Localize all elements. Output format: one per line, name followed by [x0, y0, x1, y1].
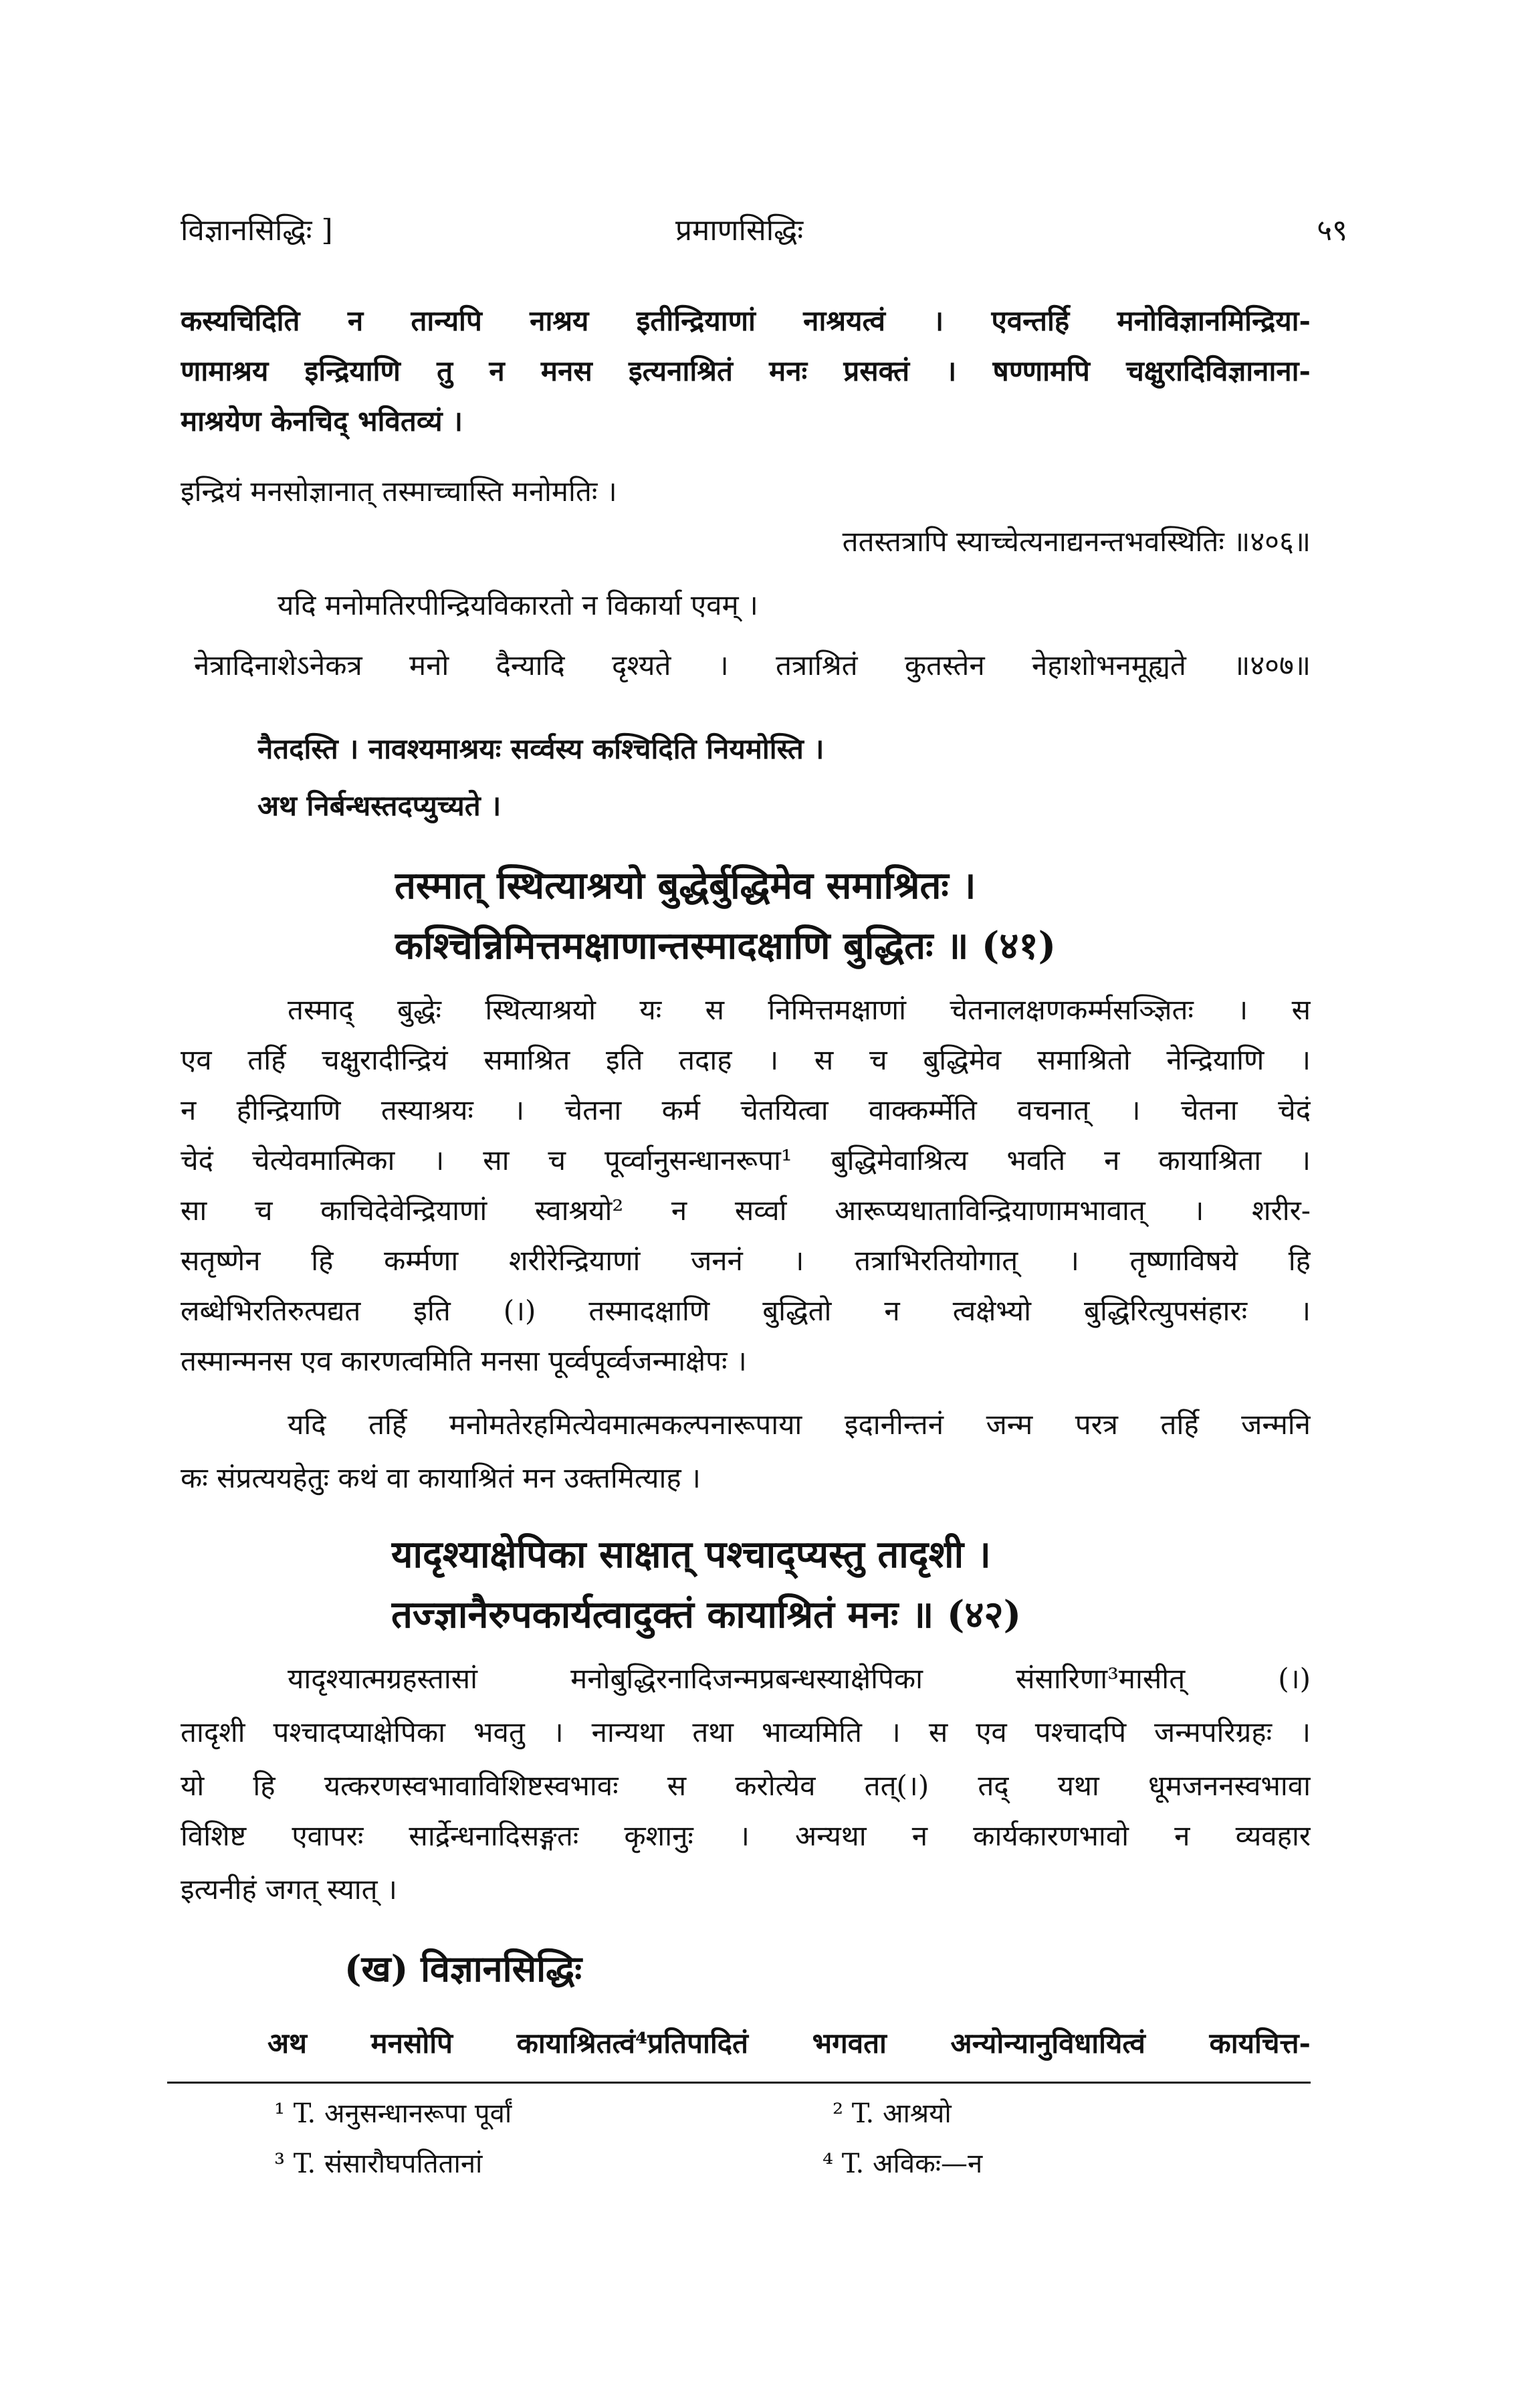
paragraph-line: एव तर्हि चक्षुरादीन्द्रियं समाश्रित इति तदाह । स च बुद्धिमेव समाश्रितो नेन्द्रियाणि । [181, 1043, 1311, 1076]
paragraph-line: णामाश्रय इन्द्रियाणि तु न मनस इत्यनाश्रितं मनः प्रसक्तं । षण्णामपि चक्षुरादिविज्ञानाना- [181, 355, 1311, 387]
paragraph-line: अथ मनसोपि कायाश्रितत्वं⁴प्रतिपादितं भगवता अन्योन्यानुविधायित्वं कायचित्त- [267, 2027, 1311, 2060]
paragraph-line: कस्यचिदिति न तान्यपि नाश्रय इतीन्द्रियाणां नाश्रयत्वं । एवन्तर्हि मनोविज्ञानमिन्द्रिया- [181, 304, 1311, 337]
verse-line: ततस्तत्रापि स्याच्चेत्यनाद्यनन्तभवस्थितिः ॥४०६॥ [842, 525, 1311, 558]
verse-line: इन्द्रियं मनसोज्ञानात् तस्माच्चास्ति मनोमतिः । [181, 475, 617, 508]
paragraph-line: लब्धेभिरतिरुत्पद्यत इति (।) तस्मादक्षाणि बुद्धितो न त्वक्षेभ्यो बुद्धिरित्युपसंहारः । [181, 1294, 1311, 1327]
paragraph-line: माश्रयेण केनचिद् भवितव्यं । [181, 405, 463, 437]
paragraph-line: नैतदस्ति । नावश्यमाश्रयः सर्व्वस्य कश्चिदिति नियमोस्ति । [257, 732, 825, 765]
paragraph-line: चेदं चेत्येवमात्मिका । सा च पूर्व्वानुसन्धानरूपा¹ बुद्धिमेवाश्रित्य भवति न कायाश्रिता । [181, 1144, 1311, 1177]
paragraph-line: तस्मान्मनस एव कारणत्वमिति मनसा पूर्व्वपूर्व्वजन्माक्षेपः । [181, 1344, 747, 1377]
paragraph-line: सा च काचिदेवेन्द्रियाणां स्वाश्रयो² न सर्व्वा आरूप्यधाताविन्द्रियाणामभावात् । शरीर- [181, 1194, 1311, 1227]
paragraph-line: तादृशी पश्चादप्याक्षेपिका भवतु । नान्यथा तथा भाव्यमिति । स एव पश्चादपि जन्मपरिग्रहः । [181, 1716, 1311, 1748]
verse-line: नेत्रादिनाशेऽनेकत्र मनो दैन्यादि दृश्यते । तत्राश्रितं कुतस्तेन नेहाशोभनमूह्यते ॥४०७॥ [194, 649, 1311, 682]
paragraph-line: यादृश्यात्मग्रहस्तासां मनोबुद्धिरनादिजन्मप्रबन्धस्याक्षेपिका संसारिणा³मासीत् (।) [288, 1662, 1311, 1695]
section-heading: (ख) विज्ञानसिद्धिः [344, 1947, 582, 1990]
footnote: ³ T. संसारौघपतितानां [274, 2148, 483, 2179]
paragraph-line: यदि तर्हि मनोमतेरहमित्येवमात्मकल्पनारूपाया इदानीन्तनं जन्म परत्र तर्हि जन्मनि [288, 1408, 1311, 1441]
paragraph-line: तस्माद् बुद्धेः स्थित्याश्रयो यः स निमित्तमक्षाणां चेतनालक्षणकर्म्मसञ्ज्ञितः । स [288, 993, 1311, 1026]
paragraph-line: यो हि यत्करणस्वभावाविशिष्टस्वभावः स करोत्येव तत्(।) तद् यथा धूमजननस्वभावा [181, 1769, 1311, 1802]
paragraph-line: न हीन्द्रियाणि तस्याश्रयः । चेतना कर्म चेतयित्वा वाक्कर्म्मेति वचनात् । चेतना चेदं [181, 1094, 1311, 1126]
footnote: ² T. आश्रयो [833, 2098, 952, 2129]
karika-line: तस्मात् स्थित्याश्रयो बुद्धेर्बुद्धिमेव समाश्रितः । [395, 864, 976, 908]
running-header-center: प्रमाणसिद्धिः [675, 213, 804, 247]
footnote-separator [167, 2082, 1311, 2084]
paragraph-line: सतृष्णेन हि कर्म्मणा शरीरेन्द्रियाणां जननं । तत्राभिरतियोगात् । तृष्णाविषये हि [181, 1244, 1311, 1277]
paragraph-line: विशिष्ट एवापरः सार्द्रेन्धनादिसङ्गतः कृशानुः । अन्यथा न कार्यकारणभावो न व्यवहार [181, 1819, 1311, 1852]
paragraph-line: कः संप्रत्ययहेतुः कथं वा कायाश्रितं मन उक्तमित्याह । [181, 1462, 701, 1494]
karika-line: तज्ज्ञानैरुपकार्यत्वादुक्तं कायाश्रितं मनः ॥ (४२) [391, 1593, 1022, 1637]
page-number: ५९ [1317, 213, 1347, 247]
footnote: ¹ T. अनुसन्धानरूपा पूर्वां [274, 2098, 512, 2129]
paragraph-line: अथ निर्बन्धस्तदप्युच्यते । [257, 789, 502, 822]
running-header-left: विज्ञानसिद्धिः ] [181, 213, 333, 247]
karika-line: कश्चिन्निमित्तमक्षाणान्तस्मादक्षाणि बुद्धितः ॥ (४१) [395, 924, 1057, 968]
footnote: ⁴ T. अविकः—न [822, 2148, 983, 2179]
paragraph-line: इत्यनीहं जगत् स्यात् । [181, 1873, 397, 1906]
karika-line: यादृश्याक्षेपिका साक्षात् पश्चाद्प्यस्तु तादृशी । [391, 1532, 991, 1577]
verse-line: यदि मनोमतिरपीन्द्रियविकारतो न विकार्या एवम् । [278, 589, 758, 621]
